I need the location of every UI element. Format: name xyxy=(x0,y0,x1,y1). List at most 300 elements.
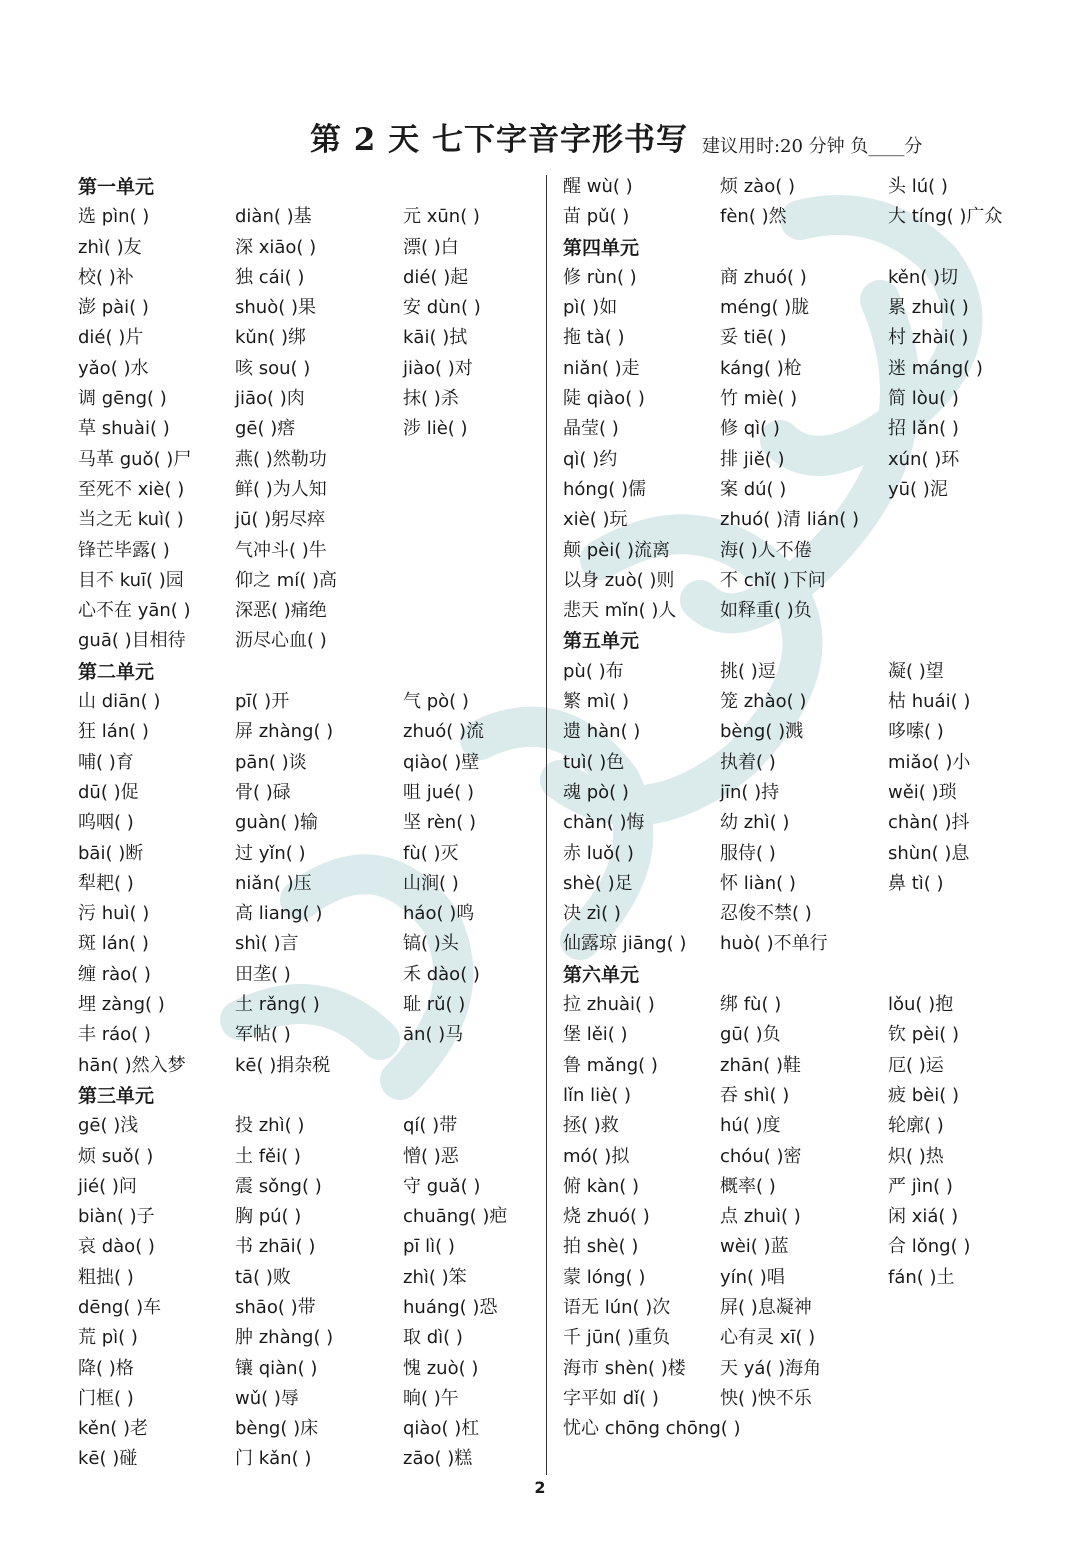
exercise-item[interactable]: 炽( )热 xyxy=(888,1145,944,1167)
unit-heading: 第二单元 xyxy=(78,660,155,683)
exercise-item[interactable]: 枯 huái( ) xyxy=(888,691,971,713)
exercise-item[interactable]: 鼻 tì( ) xyxy=(888,872,944,894)
unit-heading: 第六单元 xyxy=(563,963,640,986)
exercise-item[interactable]: 颠 pèi( )流离 xyxy=(563,539,670,561)
exercise-item[interactable]: shuò( )果 xyxy=(235,297,316,319)
exercise-item[interactable]: 高 liang( ) xyxy=(235,903,323,925)
exercise-item[interactable]: kē( )碰 xyxy=(78,1448,138,1470)
exercise-item[interactable]: biàn( )子 xyxy=(78,1206,155,1228)
exercise-row xyxy=(563,869,1033,899)
exercise-item[interactable]: 鲜( )为人知 xyxy=(235,478,327,500)
exercise-item[interactable]: chuāng( )疤 xyxy=(403,1206,508,1228)
exercise-row xyxy=(78,899,538,929)
exercise-item[interactable]: jū( )躬尽瘁 xyxy=(235,509,326,531)
exercise-item[interactable]: 字平如 dǐ( ) xyxy=(563,1387,659,1409)
exercise-row xyxy=(78,1051,538,1081)
exercise-item[interactable]: 屏 zhàng( ) xyxy=(235,721,334,743)
exercise-item[interactable]: 咀 jué( ) xyxy=(403,781,474,803)
exercise-item[interactable]: 哺( )育 xyxy=(78,751,134,773)
exercise-row xyxy=(563,1354,1033,1384)
exercise-item[interactable]: 晶莹( ) xyxy=(563,418,619,440)
exercise-item[interactable]: 怀 liàn( ) xyxy=(720,872,796,894)
exercise-row xyxy=(563,596,1033,626)
exercise-item[interactable]: 独 cái( ) xyxy=(235,266,305,288)
exercise-item[interactable]: 愧 zuò( ) xyxy=(403,1357,479,1379)
exercise-item[interactable]: dēng( )车 xyxy=(78,1296,162,1318)
exercise-item[interactable]: 取 dì( ) xyxy=(403,1327,463,1349)
exercise-item[interactable]: 咳 sou( ) xyxy=(235,357,311,379)
exercise-item[interactable]: 海市 shèn( )楼 xyxy=(563,1357,686,1379)
exercise-row xyxy=(78,960,538,990)
unit-heading: 第五单元 xyxy=(563,630,640,653)
exercise-item[interactable]: káng( )枪 xyxy=(720,357,802,379)
exercise-item[interactable]: 镶 qiàn( ) xyxy=(235,1357,318,1379)
page-title: 第 2 天 七下字音字形书写 xyxy=(310,122,688,158)
exercise-item[interactable]: 污 huì( ) xyxy=(78,903,150,925)
exercise-item[interactable]: kǔn( )绑 xyxy=(235,327,307,349)
exercise-item[interactable]: 门框( ) xyxy=(78,1387,134,1409)
exercise-row xyxy=(563,536,1033,566)
exercise-item[interactable]: 忍俊不禁( ) xyxy=(720,903,812,925)
exercise-item[interactable]: 选 pìn( ) xyxy=(78,206,150,228)
exercise-item[interactable]: qì( )约 xyxy=(563,448,618,470)
exercise-row xyxy=(78,1172,538,1202)
exercise-item[interactable]: 苗 pǔ( ) xyxy=(563,206,630,228)
exercise-row xyxy=(78,596,538,626)
exercise-item[interactable]: qiào( )壁 xyxy=(403,751,480,773)
exercise-item[interactable]: 竹 miè( ) xyxy=(720,388,798,410)
exercise-item[interactable]: guā( )目相待 xyxy=(78,630,186,652)
exercise-item[interactable]: 赤 luǒ( ) xyxy=(563,842,634,864)
exercise-item[interactable]: 荒 pì( ) xyxy=(78,1327,138,1349)
exercise-item[interactable]: jié( )问 xyxy=(78,1175,137,1197)
exercise-item[interactable]: gē( )瘩 xyxy=(235,418,296,440)
exercise-item[interactable]: jiāo( )肉 xyxy=(235,388,305,410)
exercise-row xyxy=(563,1232,1033,1262)
exercise-item[interactable]: 修 rùn( ) xyxy=(563,266,637,288)
exercise-item[interactable]: 挑( )逗 xyxy=(720,660,776,682)
exercise-item[interactable]: 深 xiāo( ) xyxy=(235,236,317,258)
exercise-item[interactable]: 凝( )望 xyxy=(888,660,944,682)
exercise-item[interactable]: huò( )不单行 xyxy=(720,933,828,955)
exercise-item[interactable]: 至死不 xiè( ) xyxy=(78,478,185,500)
exercise-item[interactable]: 土 rǎng( ) xyxy=(235,994,320,1016)
exercise-item[interactable]: 当之无 kuì( ) xyxy=(78,509,184,531)
exercise-item[interactable]: 拯( )救 xyxy=(563,1115,619,1137)
exercise-item[interactable]: yǎo( )水 xyxy=(78,357,149,379)
exercise-item[interactable]: fù( )灭 xyxy=(403,842,459,864)
exercise-item[interactable]: 烦 suǒ( ) xyxy=(78,1145,154,1167)
exercise-row xyxy=(78,1444,538,1474)
exercise-item[interactable]: 安 dùn( ) xyxy=(403,297,481,319)
exercise-row xyxy=(78,717,538,747)
exercise-row xyxy=(563,1384,1033,1414)
exercise-item[interactable]: 沥尽心血( ) xyxy=(235,630,327,652)
exercise-row xyxy=(563,657,1033,687)
unit-heading: 第一单元 xyxy=(78,176,155,198)
exercise-item[interactable]: 拍 shè( ) xyxy=(563,1236,639,1258)
exercise-item[interactable]: 气 pò( ) xyxy=(403,691,469,713)
exercise-item[interactable]: shè( )足 xyxy=(563,872,633,894)
exercise-item[interactable]: 案 dú( ) xyxy=(720,478,787,500)
exercise-item[interactable]: 哀 dào( ) xyxy=(78,1236,155,1258)
exercise-item[interactable]: yín( )唱 xyxy=(720,1266,785,1288)
exercise-item[interactable]: wèi( )蓝 xyxy=(720,1236,789,1258)
exercise-item[interactable]: xún( )环 xyxy=(888,448,960,470)
exercise-item[interactable]: 守 guǎ( ) xyxy=(403,1175,481,1197)
exercise-item[interactable]: 合 lǒng( ) xyxy=(888,1236,971,1258)
exercise-item[interactable]: 陡 qiào( ) xyxy=(563,388,645,410)
exercise-item[interactable]: 服侍( ) xyxy=(720,842,776,864)
exercise-row xyxy=(78,808,538,838)
exercise-item[interactable]: 鲁 mǎng( ) xyxy=(563,1054,658,1076)
exercise-row xyxy=(78,990,538,1020)
exercise-item[interactable]: 严 jìn( ) xyxy=(888,1175,953,1197)
exercise-item[interactable]: fán( )土 xyxy=(888,1266,955,1288)
exercise-item[interactable]: pì( )如 xyxy=(563,297,618,319)
exercise-item[interactable]: 仰之 mí( )高 xyxy=(235,569,338,591)
exercise-item[interactable]: shāo( )带 xyxy=(235,1296,316,1318)
exercise-item[interactable]: 深恶( )痛绝 xyxy=(235,600,327,622)
page-header xyxy=(310,112,1050,162)
exercise-row xyxy=(78,536,538,566)
right-column xyxy=(563,172,1033,1444)
exercise-item[interactable]: 蒙 lóng( ) xyxy=(563,1266,646,1288)
exercise-item[interactable]: 大 tíng( )广众 xyxy=(888,206,1003,228)
exercise-item[interactable]: 心不在 yān( ) xyxy=(78,600,191,622)
exercise-item[interactable]: chàn( )抖 xyxy=(888,812,970,834)
exercise-row xyxy=(563,687,1033,717)
exercise-item[interactable]: 调 gēng( ) xyxy=(78,388,167,410)
exercise-item[interactable]: 闲 xiá( ) xyxy=(888,1206,959,1228)
exercise-item[interactable]: 怏( )怏不乐 xyxy=(720,1387,812,1409)
exercise-item[interactable]: 哆嗦( ) xyxy=(888,721,944,743)
exercise-row xyxy=(78,475,538,505)
exercise-row xyxy=(563,172,1033,202)
exercise-item[interactable]: zhuó( )清 lián( ) xyxy=(720,509,859,531)
exercise-item[interactable]: jīn( )持 xyxy=(720,781,780,803)
exercise-row xyxy=(78,202,538,232)
exercise-item[interactable]: 田垄( ) xyxy=(235,963,291,985)
exercise-item[interactable]: 锋芒毕露( ) xyxy=(78,539,170,561)
exercise-item[interactable]: 语无 lún( )次 xyxy=(563,1296,671,1318)
exercise-item[interactable]: kěn( )切 xyxy=(888,266,959,288)
exercise-item[interactable]: bāi( )断 xyxy=(78,842,144,864)
exercise-item[interactable]: 缠 rào( ) xyxy=(78,963,151,985)
exercise-item[interactable]: 不 chǐ( )下问 xyxy=(720,569,826,591)
exercise-row xyxy=(563,717,1033,747)
exercise-row xyxy=(563,445,1033,475)
exercise-row xyxy=(78,323,538,353)
exercise-item[interactable]: 马革 guǒ( )尸 xyxy=(78,448,192,470)
exercise-item[interactable]: 心有灵 xī( ) xyxy=(720,1327,816,1349)
exercise-row xyxy=(78,626,538,656)
exercise-row xyxy=(78,293,538,323)
exercise-item[interactable]: 骨( )碌 xyxy=(235,781,291,803)
exercise-item[interactable]: 狂 lán( ) xyxy=(78,721,149,743)
exercise-item[interactable]: 繁 mì( ) xyxy=(563,691,630,713)
exercise-row xyxy=(78,778,538,808)
exercise-item[interactable]: 幼 zhì( ) xyxy=(720,812,790,834)
exercise-row xyxy=(78,445,538,475)
exercise-item[interactable]: zhān( )鞋 xyxy=(720,1054,802,1076)
exercise-item[interactable]: yū( )泥 xyxy=(888,478,948,500)
exercise-item[interactable]: lǒu( )抱 xyxy=(888,994,954,1016)
exercise-item[interactable]: gē( )浅 xyxy=(78,1115,139,1137)
exercise-row xyxy=(78,1232,538,1262)
exercise-row xyxy=(78,748,538,778)
exercise-row xyxy=(563,990,1033,1020)
exercise-item[interactable]: 钦 pèi( ) xyxy=(888,1024,959,1046)
exercise-row xyxy=(78,566,538,596)
exercise-item[interactable]: lǐn liè( ) xyxy=(563,1084,631,1106)
exercise-item[interactable]: háo( )鸣 xyxy=(403,903,475,925)
exercise-item[interactable]: 烧 zhuó( ) xyxy=(563,1206,650,1228)
exercise-item[interactable]: 概率( ) xyxy=(720,1175,776,1197)
exercise-item[interactable]: 海( )人不倦 xyxy=(720,539,812,561)
exercise-item[interactable]: 决 zì( ) xyxy=(563,903,621,925)
exercise-item[interactable]: dié( )起 xyxy=(403,266,469,288)
exercise-item[interactable]: 仙露琼 jiāng( ) xyxy=(563,933,687,955)
exercise-item[interactable]: 澎 pài( ) xyxy=(78,297,149,319)
exercise-row xyxy=(563,1081,1033,1111)
exercise-item[interactable]: fèn( )然 xyxy=(720,206,787,228)
exercise-item[interactable]: niǎn( )压 xyxy=(235,872,312,894)
exercise-item[interactable]: shùn( )息 xyxy=(888,842,970,864)
exercise-item[interactable]: 如释重( )负 xyxy=(720,600,812,622)
exercise-item[interactable]: 耻 rǔ( ) xyxy=(403,994,466,1016)
exercise-item[interactable]: 点 zhuì( ) xyxy=(720,1206,801,1228)
exercise-item[interactable]: ān( )马 xyxy=(403,1024,464,1046)
exercise-item[interactable]: qiào( )杠 xyxy=(403,1418,480,1440)
exercise-item[interactable]: niǎn( )走 xyxy=(563,357,640,379)
exercise-row xyxy=(563,899,1033,929)
exercise-item[interactable]: 迷 máng( ) xyxy=(888,357,983,379)
exercise-row xyxy=(563,1111,1033,1141)
exercise-item[interactable]: kē( )捐杂税 xyxy=(235,1054,331,1076)
exercise-item[interactable]: 军帖( ) xyxy=(235,1024,291,1046)
exercise-item[interactable]: 憎( )恶 xyxy=(403,1145,459,1167)
exercise-row xyxy=(78,1354,538,1384)
exercise-item[interactable]: 镐( )头 xyxy=(403,933,459,955)
exercise-item[interactable]: 厄( )运 xyxy=(888,1054,944,1076)
exercise-item[interactable]: 降( )格 xyxy=(78,1357,134,1379)
exercise-row xyxy=(78,384,538,414)
exercise-row xyxy=(563,323,1033,353)
exercise-item[interactable]: 排 jiě( ) xyxy=(720,448,785,470)
exercise-item[interactable]: shì( )言 xyxy=(235,933,299,955)
exercise-item[interactable]: 屏( )息凝神 xyxy=(720,1296,812,1318)
exercise-item[interactable]: 笼 zhào( ) xyxy=(720,691,807,713)
exercise-item[interactable]: 元 xūn( ) xyxy=(403,206,480,228)
exercise-item[interactable]: 土 fěi( ) xyxy=(235,1145,301,1167)
exercise-row xyxy=(563,1142,1033,1172)
exercise-item[interactable]: 绑 fù( ) xyxy=(720,994,782,1016)
exercise-row xyxy=(78,1384,538,1414)
exercise-item[interactable]: tuì( )色 xyxy=(563,751,625,773)
exercise-item[interactable]: 禾 dào( ) xyxy=(403,963,480,985)
exercise-row xyxy=(563,505,1033,535)
exercise-item[interactable]: miǎo( )小 xyxy=(888,751,971,773)
exercise-item[interactable]: huáng( )恐 xyxy=(403,1296,498,1318)
exercise-item[interactable]: pān( )谈 xyxy=(235,751,307,773)
exercise-item[interactable]: kěn( )老 xyxy=(78,1418,149,1440)
exercise-row xyxy=(563,566,1033,596)
exercise-row xyxy=(78,505,538,535)
exercise-item[interactable]: 轮廓( ) xyxy=(888,1115,944,1137)
exercise-item[interactable]: méng( )胧 xyxy=(720,297,810,319)
exercise-row xyxy=(78,1142,538,1172)
exercise-row xyxy=(563,1293,1033,1323)
exercise-item[interactable]: 坚 rèn( ) xyxy=(403,812,476,834)
exercise-item[interactable]: 燕( )然勒功 xyxy=(235,448,327,470)
exercise-item[interactable]: zhì( )友 xyxy=(78,236,142,258)
exercise-row xyxy=(78,869,538,899)
exercise-item[interactable]: 震 sǒng( ) xyxy=(235,1175,322,1197)
exercise-item[interactable]: 村 zhài( ) xyxy=(888,327,969,349)
exercise-item[interactable]: 肿 zhàng( ) xyxy=(235,1327,334,1349)
exercise-row xyxy=(78,1111,538,1141)
exercise-item[interactable]: wěi( )琐 xyxy=(888,781,957,803)
exercise-item[interactable]: 拉 zhuài( ) xyxy=(563,994,655,1016)
exercise-item[interactable]: 疲 bèi( ) xyxy=(888,1084,959,1106)
exercise-item[interactable]: tā( )败 xyxy=(235,1266,291,1288)
exercise-item[interactable]: diàn( )基 xyxy=(235,206,312,228)
exercise-row xyxy=(78,1020,538,1050)
exercise-item[interactable]: 悲天 mǐn( )人 xyxy=(563,600,677,622)
exercise-row xyxy=(78,1414,538,1444)
exercise-item[interactable]: bèng( )溅 xyxy=(720,721,804,743)
exercise-row xyxy=(563,1020,1033,1050)
exercise-row xyxy=(563,1051,1033,1081)
exercise-item[interactable]: gū( )负 xyxy=(720,1024,781,1046)
exercise-item[interactable]: 商 zhuó( ) xyxy=(720,266,807,288)
exercise-row xyxy=(563,1263,1033,1293)
exercise-item[interactable]: qí( )带 xyxy=(403,1115,458,1137)
exercise-item[interactable]: 累 zhuì( ) xyxy=(888,297,969,319)
exercise-item[interactable]: pī lì( ) xyxy=(403,1236,455,1258)
exercise-row xyxy=(563,354,1033,384)
exercise-item[interactable]: wǔ( )辱 xyxy=(235,1387,299,1409)
exercise-item[interactable]: 涉 liè( ) xyxy=(403,418,468,440)
exercise-item[interactable]: 过 yǐn( ) xyxy=(235,842,306,864)
exercise-item[interactable]: 修 qì( ) xyxy=(720,418,780,440)
exercise-item[interactable]: 书 zhāi( ) xyxy=(235,1236,316,1258)
exercise-item[interactable]: 千 jūn( )重负 xyxy=(563,1327,671,1349)
exercise-item[interactable]: dū( )促 xyxy=(78,781,139,803)
exercise-row xyxy=(563,475,1033,505)
exercise-row xyxy=(78,929,538,959)
time-hint: 建议用时:20 分钟 负____分 xyxy=(701,136,923,157)
exercise-item[interactable]: hān( )然入梦 xyxy=(78,1054,186,1076)
exercise-item[interactable]: 醒 wù( ) xyxy=(563,176,633,197)
exercise-row xyxy=(78,263,538,293)
exercise-row xyxy=(78,1202,538,1232)
exercise-item[interactable]: 以身 zuò( )则 xyxy=(563,569,675,591)
exercise-item[interactable]: 忧心 chōng chōng( ) xyxy=(563,1418,741,1440)
exercise-item[interactable]: 丰 ráo( ) xyxy=(78,1024,151,1046)
exercise-row xyxy=(563,839,1033,869)
exercise-item[interactable]: 抹( )杀 xyxy=(403,388,459,410)
exercise-item[interactable]: zāo( )糕 xyxy=(403,1448,473,1470)
exercise-item[interactable]: 胸 pú( ) xyxy=(235,1206,302,1228)
exercise-item[interactable]: 草 shuài( ) xyxy=(78,418,170,440)
exercise-item[interactable]: 呜咽( ) xyxy=(78,812,134,834)
exercise-item[interactable]: hú( )度 xyxy=(720,1115,781,1137)
exercise-item[interactable]: 拖 tà( ) xyxy=(563,327,625,349)
exercise-item[interactable]: 魂 pò( ) xyxy=(563,781,629,803)
exercise-item[interactable]: 烦 zào( ) xyxy=(720,176,795,197)
exercise-row xyxy=(78,839,538,869)
exercise-item[interactable]: 目不 kuī( )园 xyxy=(78,569,184,591)
exercise-item[interactable]: 执着( ) xyxy=(720,751,776,773)
exercise-item[interactable]: pī( )开 xyxy=(235,691,290,713)
exercise-item[interactable]: 吞 shì( ) xyxy=(720,1084,790,1106)
exercise-item[interactable]: pù( )布 xyxy=(563,660,624,682)
exercise-row xyxy=(563,1323,1033,1353)
exercise-item[interactable]: 堡 lěi( ) xyxy=(563,1024,628,1046)
exercise-item[interactable]: 遗 hàn( ) xyxy=(563,721,641,743)
exercise-item[interactable]: 埋 zàng( ) xyxy=(78,994,165,1016)
exercise-item[interactable]: 投 zhì( ) xyxy=(235,1115,305,1137)
exercise-item[interactable]: 晌( )午 xyxy=(403,1387,459,1409)
exercise-item[interactable]: mó( )拟 xyxy=(563,1145,630,1167)
left-column xyxy=(78,172,538,1475)
exercise-row xyxy=(563,778,1033,808)
exercise-item[interactable]: zhuó( )流 xyxy=(403,721,485,743)
exercise-item[interactable]: 头 lú( ) xyxy=(888,176,948,197)
exercise-row xyxy=(563,808,1033,838)
exercise-item[interactable]: 简 lòu( ) xyxy=(888,388,959,410)
exercise-item[interactable]: 天 yá( )海角 xyxy=(720,1357,822,1379)
exercise-item[interactable]: bèng( )床 xyxy=(235,1418,319,1440)
exercise-item[interactable]: kāi( )拭 xyxy=(403,327,468,349)
exercise-row xyxy=(78,1293,538,1323)
exercise-row xyxy=(563,293,1033,323)
exercise-item[interactable]: 犁耙( ) xyxy=(78,872,134,894)
exercise-item[interactable]: dié( )片 xyxy=(78,327,144,349)
exercise-row xyxy=(563,202,1033,232)
exercise-item[interactable]: 粗拙( ) xyxy=(78,1266,134,1288)
exercise-item[interactable]: 俯 kàn( ) xyxy=(563,1175,640,1197)
exercise-row xyxy=(563,929,1033,959)
exercise-item[interactable]: hóng( )儒 xyxy=(563,478,647,500)
exercise-item[interactable]: 门 kǎn( ) xyxy=(235,1448,312,1470)
exercise-item[interactable]: guàn( )输 xyxy=(235,812,319,834)
exercise-row xyxy=(563,748,1033,778)
exercise-item[interactable]: 招 lǎn( ) xyxy=(888,418,959,440)
exercise-item[interactable]: 漂( )白 xyxy=(403,236,459,258)
exercise-item[interactable]: xiè( )玩 xyxy=(563,509,628,531)
exercise-item[interactable]: zhì( )笨 xyxy=(403,1266,467,1288)
exercise-item[interactable]: 山 diān( ) xyxy=(78,691,161,713)
exercise-row xyxy=(563,1172,1033,1202)
exercise-item[interactable]: 妥 tiē( ) xyxy=(720,327,787,349)
exercise-item[interactable]: 气冲斗( )牛 xyxy=(235,539,327,561)
exercise-item[interactable]: 山涧( ) xyxy=(403,872,459,894)
exercise-row xyxy=(78,354,538,384)
exercise-item[interactable]: 校( )补 xyxy=(78,266,134,288)
exercise-item[interactable]: chàn( )悔 xyxy=(563,812,645,834)
column-divider xyxy=(546,175,547,1475)
exercise-row xyxy=(78,687,538,717)
exercise-row xyxy=(563,384,1033,414)
exercise-item[interactable]: 斑 lán( ) xyxy=(78,933,149,955)
exercise-item[interactable]: jiào( )对 xyxy=(403,357,473,379)
exercise-row xyxy=(563,414,1033,444)
unit-heading: 第四单元 xyxy=(563,236,640,259)
exercise-item[interactable]: chóu( )密 xyxy=(720,1145,802,1167)
